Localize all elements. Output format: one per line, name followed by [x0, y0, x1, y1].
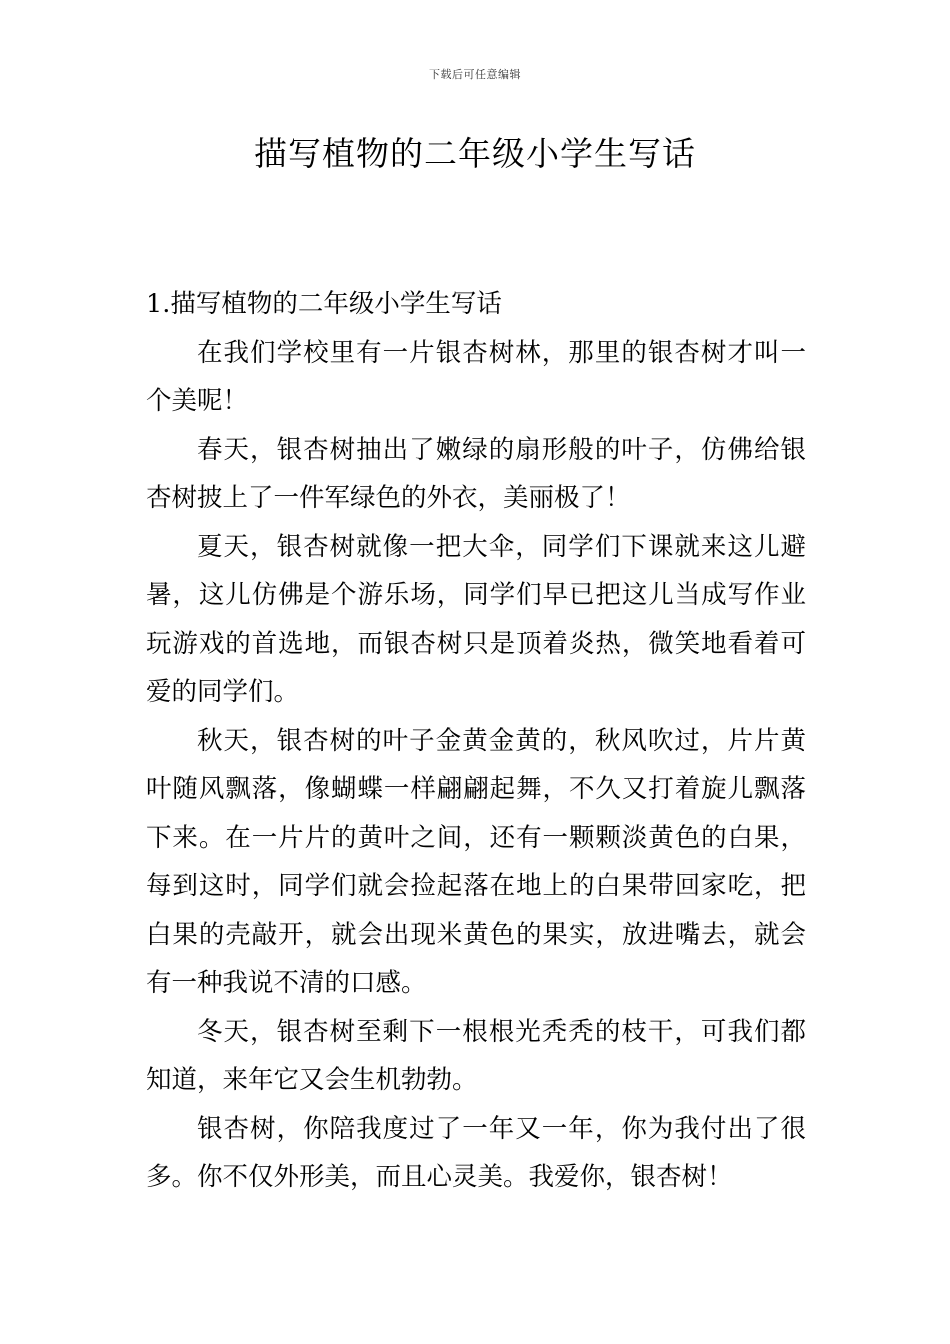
document-body [146, 280, 806, 1202]
paragraph-winter: 冬天，银杏树至剩下一根根光秃秃的枝干，可我们都知道，来年它又会生机勃勃。 [146, 1016, 806, 1095]
header-note: 下载后可任意编辑 [429, 68, 521, 81]
paragraph-intro: 在我们学校里有一片银杏树林，那里的银杏树才叫一个美呢！ [146, 337, 806, 416]
section-heading: 1.描写植物的二年级小学生写话 [146, 289, 502, 319]
paragraph-closing: 银杏树，你陪我度过了一年又一年，你为我付出了很多。你不仅外形美，而且心灵美。我爱你，银杏树！ [146, 1113, 806, 1192]
paragraph-summer: 夏天，银杏树就像一把大伞，同学们下课就来这儿避暑，这儿仿佛是个游乐场，同学们早已把这儿当成写作业玩游戏的首选地，而银杏树只是顶着炎热，微笑地看着可爱的同学们。 [146, 531, 806, 707]
paragraph-spring: 春天，银杏树抽出了嫩绿的扇形般的叶子，仿佛给银杏树披上了一件军绿色的外衣，美丽极了！ [146, 434, 806, 513]
paragraph-autumn: 秋天，银杏树的叶子金黄金黄的，秋风吹过，片片黄叶随风飘落，像蝴蝶一样翩翩起舞，不久又打着旋儿飘落下来。在一片片的黄叶之间，还有一颗颗淡黄色的白果，每到这时，同学们就会捡起落在地上的白果带回家吃，把白果的壳敲开，就会出现米黄色的果实，放进嘴去，就会有一种我说不清的口感。 [146, 725, 806, 998]
document-title: 描写植物的二年级小学生写话 [254, 134, 696, 173]
